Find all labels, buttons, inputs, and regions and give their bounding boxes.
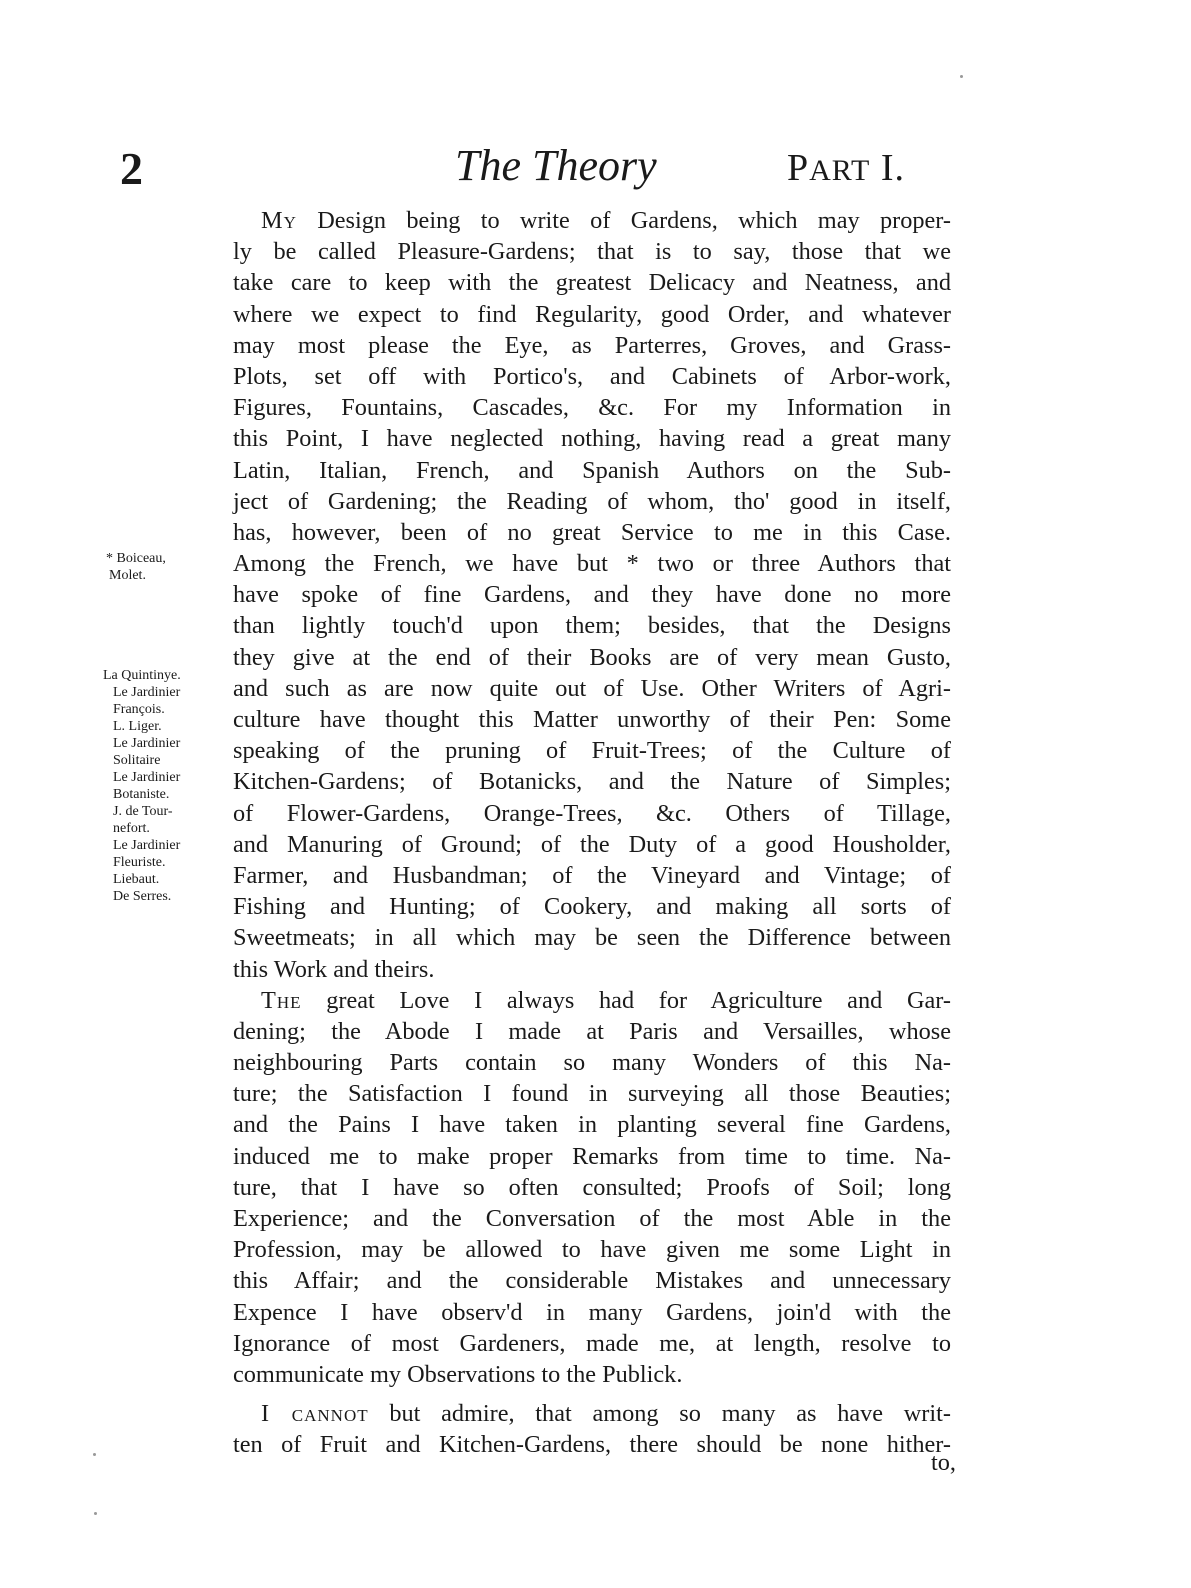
line-text: and Manuring of Ground; of the Duty of a good Housholder, — [233, 830, 951, 858]
line-text: this Affair; and the considerable Mistakes and unnecessary — [233, 1267, 951, 1295]
side-note-line: Le Jardinier — [113, 770, 181, 785]
text-line — [233, 1234, 951, 1265]
text-line — [233, 236, 951, 267]
line-text: they give at the end of their Books are of very mean Gusto, — [233, 643, 951, 671]
text-line — [233, 392, 951, 423]
line-text: Expence I have observ'd in many Gardens, join'd with the — [233, 1298, 951, 1326]
side-note-line: La Quintinye. — [103, 668, 181, 683]
paragraph-lead-word: The — [261, 986, 302, 1014]
line-text: take care to keep with the greatest Delicacy and Neatness, and — [233, 269, 951, 297]
text-line — [233, 642, 951, 673]
text-line — [233, 205, 951, 236]
paragraph-lead-word: I cannot — [261, 1400, 369, 1428]
text-line — [233, 486, 951, 517]
text-line — [233, 517, 951, 548]
side-note-line: Le Jardinier — [113, 838, 181, 853]
line-text: Latin, Italian, French, and Spanish Authors on the Sub- — [233, 456, 951, 484]
line-text: may most please the Eye, as Parterres, Groves, and Grass- — [233, 331, 951, 359]
line-text: than lightly touch'd upon them; besides, that the Designs — [233, 612, 951, 640]
side-note-authors — [103, 667, 181, 905]
line-text: Profession, may be allowed to have given me some Light in — [233, 1236, 951, 1264]
line-text: of Flower-Gardens, Orange-Trees, &c. Others of Tillage, — [233, 799, 951, 827]
text-line — [233, 1141, 951, 1172]
text-line — [233, 423, 951, 454]
line-text: this Work and theirs. — [233, 955, 435, 983]
running-title: The Theory — [455, 141, 657, 190]
line-text: Sweetmeats; in all which may be seen the Difference between — [233, 924, 951, 952]
line-text: communicate my Observations to the Publick. — [233, 1360, 683, 1388]
line-text: Fishing and Hunting; of Cookery, and making all sorts of — [233, 893, 951, 921]
text-line — [233, 735, 951, 766]
line-text: Kitchen-Gardens; of Botanicks, and the Nature of Simples; — [233, 768, 951, 796]
page-header — [0, 140, 1191, 200]
line-text: Design being to write of Gardens, which may proper- — [296, 207, 951, 234]
line-text: Ignorance of most Gardeners, made me, at length, resolve to — [233, 1329, 951, 1357]
text-line — [233, 798, 951, 829]
body-text — [233, 205, 951, 1461]
text-line — [233, 1359, 951, 1390]
side-note-line: Solitaire — [113, 753, 161, 768]
text-line — [233, 1328, 951, 1359]
line-text: Among the French, we have but * two or three Authors that — [233, 550, 951, 578]
paragraph-lead-word: My — [261, 207, 297, 234]
paper-speck — [93, 1453, 96, 1456]
paper-speck — [94, 1512, 97, 1515]
line-text: ture, that I have so often consulted; Proofs of Soil; long — [233, 1173, 951, 1201]
part-word-initial: P — [787, 147, 810, 189]
line-text: this Point, I have neglected nothing, having read a great many — [233, 425, 951, 453]
text-line — [233, 1016, 951, 1047]
side-note-line: Le Jardinier — [113, 685, 181, 700]
text-line — [233, 829, 951, 860]
side-note-line: * Boiceau, — [106, 551, 166, 566]
line-text: ject of Gardening; the Reading of whom, tho' good in itself, — [233, 487, 951, 515]
side-note-line: nefort. — [113, 821, 150, 836]
text-line — [233, 1297, 951, 1328]
part-label — [787, 146, 905, 190]
line-text: ly be called Pleasure-Gardens; that is to say, those that we — [233, 238, 951, 266]
line-text: speaking of the pruning of Fruit-Trees; of the Culture of — [233, 737, 951, 765]
line-text: Plots, set off with Portico's, and Cabinets of Arbor-work, — [233, 362, 951, 390]
side-note-boiceau — [106, 550, 166, 584]
text-line — [233, 1109, 951, 1140]
line-text: Figures, Fountains, Cascades, &c. For my Information in — [233, 394, 951, 422]
paragraph-love-of-agriculture — [233, 985, 951, 1390]
line-text: but admire, that among so many as have writ- — [368, 1400, 951, 1428]
line-text: Farmer, and Husbandman; of the Vineyard and Vintage; of — [233, 861, 951, 889]
text-line — [233, 673, 951, 704]
line-text: induced me to make proper Remarks from time to time. Na- — [233, 1142, 951, 1170]
text-line — [233, 1078, 951, 1109]
side-note-line: Botaniste. — [113, 787, 170, 802]
line-text: and the Pains I have taken in planting several fine Gardens, — [233, 1111, 951, 1139]
page-number: 2 — [120, 143, 143, 194]
side-note-line: L. Liger. — [113, 719, 162, 734]
text-line — [233, 610, 951, 641]
paragraph-design — [233, 205, 951, 985]
text-line — [233, 1203, 951, 1234]
text-line — [233, 922, 951, 953]
catchword: to, — [931, 1449, 956, 1476]
text-line — [233, 548, 951, 579]
line-text: where we expect to find Regularity, good Order, and whatever — [233, 300, 951, 328]
paragraph-admire — [233, 1398, 951, 1460]
text-line — [233, 1265, 951, 1296]
part-numeral: I. — [880, 147, 905, 189]
text-line — [233, 1429, 951, 1460]
line-text: has, however, been of no great Service to me in this Case. — [233, 518, 951, 546]
line-text: ten of Fruit and Kitchen-Gardens, there should be none hither- — [233, 1431, 951, 1459]
line-text: Experience; and the Conversation of the most Able in the — [233, 1205, 951, 1232]
line-text: culture have thought this Matter unworthy of their Pen: Some — [233, 706, 951, 733]
side-note-line: J. de Tour- — [113, 804, 173, 819]
text-line — [233, 267, 951, 298]
side-note-line: François. — [113, 702, 165, 717]
text-line — [233, 985, 951, 1016]
line-text: have spoke of fine Gardens, and they have done no more — [233, 581, 951, 609]
line-text: great Love I always had for Agriculture and Gar- — [301, 986, 951, 1014]
text-line — [233, 455, 951, 486]
text-line — [233, 1172, 951, 1203]
text-line — [233, 361, 951, 392]
text-line — [233, 1398, 951, 1429]
side-note-line: Fleuriste. — [113, 855, 166, 870]
text-line — [233, 1047, 951, 1078]
side-note-line: Liebaut. — [113, 872, 160, 887]
side-note-line: Le Jardinier — [113, 736, 181, 751]
line-text: ture; the Satisfaction I found in surveying all those Beauties; — [233, 1080, 951, 1108]
line-text: dening; the Abode I made at Paris and Versailles, whose — [233, 1017, 951, 1045]
text-line — [233, 579, 951, 610]
text-line — [233, 299, 951, 330]
text-line — [233, 330, 951, 361]
part-word-rest: ART — [809, 154, 871, 187]
text-line — [233, 766, 951, 797]
line-text: and such as are now quite out of Use. Other Writers of Agri- — [233, 674, 951, 702]
text-line — [233, 704, 951, 735]
paper-speck — [960, 75, 963, 78]
line-text: neighbouring Parts contain so many Wonders of this Na- — [233, 1049, 951, 1077]
text-line — [233, 860, 951, 891]
side-note-line: De Serres. — [113, 889, 172, 904]
side-note-line: Molet. — [109, 568, 146, 583]
text-line — [233, 891, 951, 922]
text-line — [233, 954, 951, 985]
